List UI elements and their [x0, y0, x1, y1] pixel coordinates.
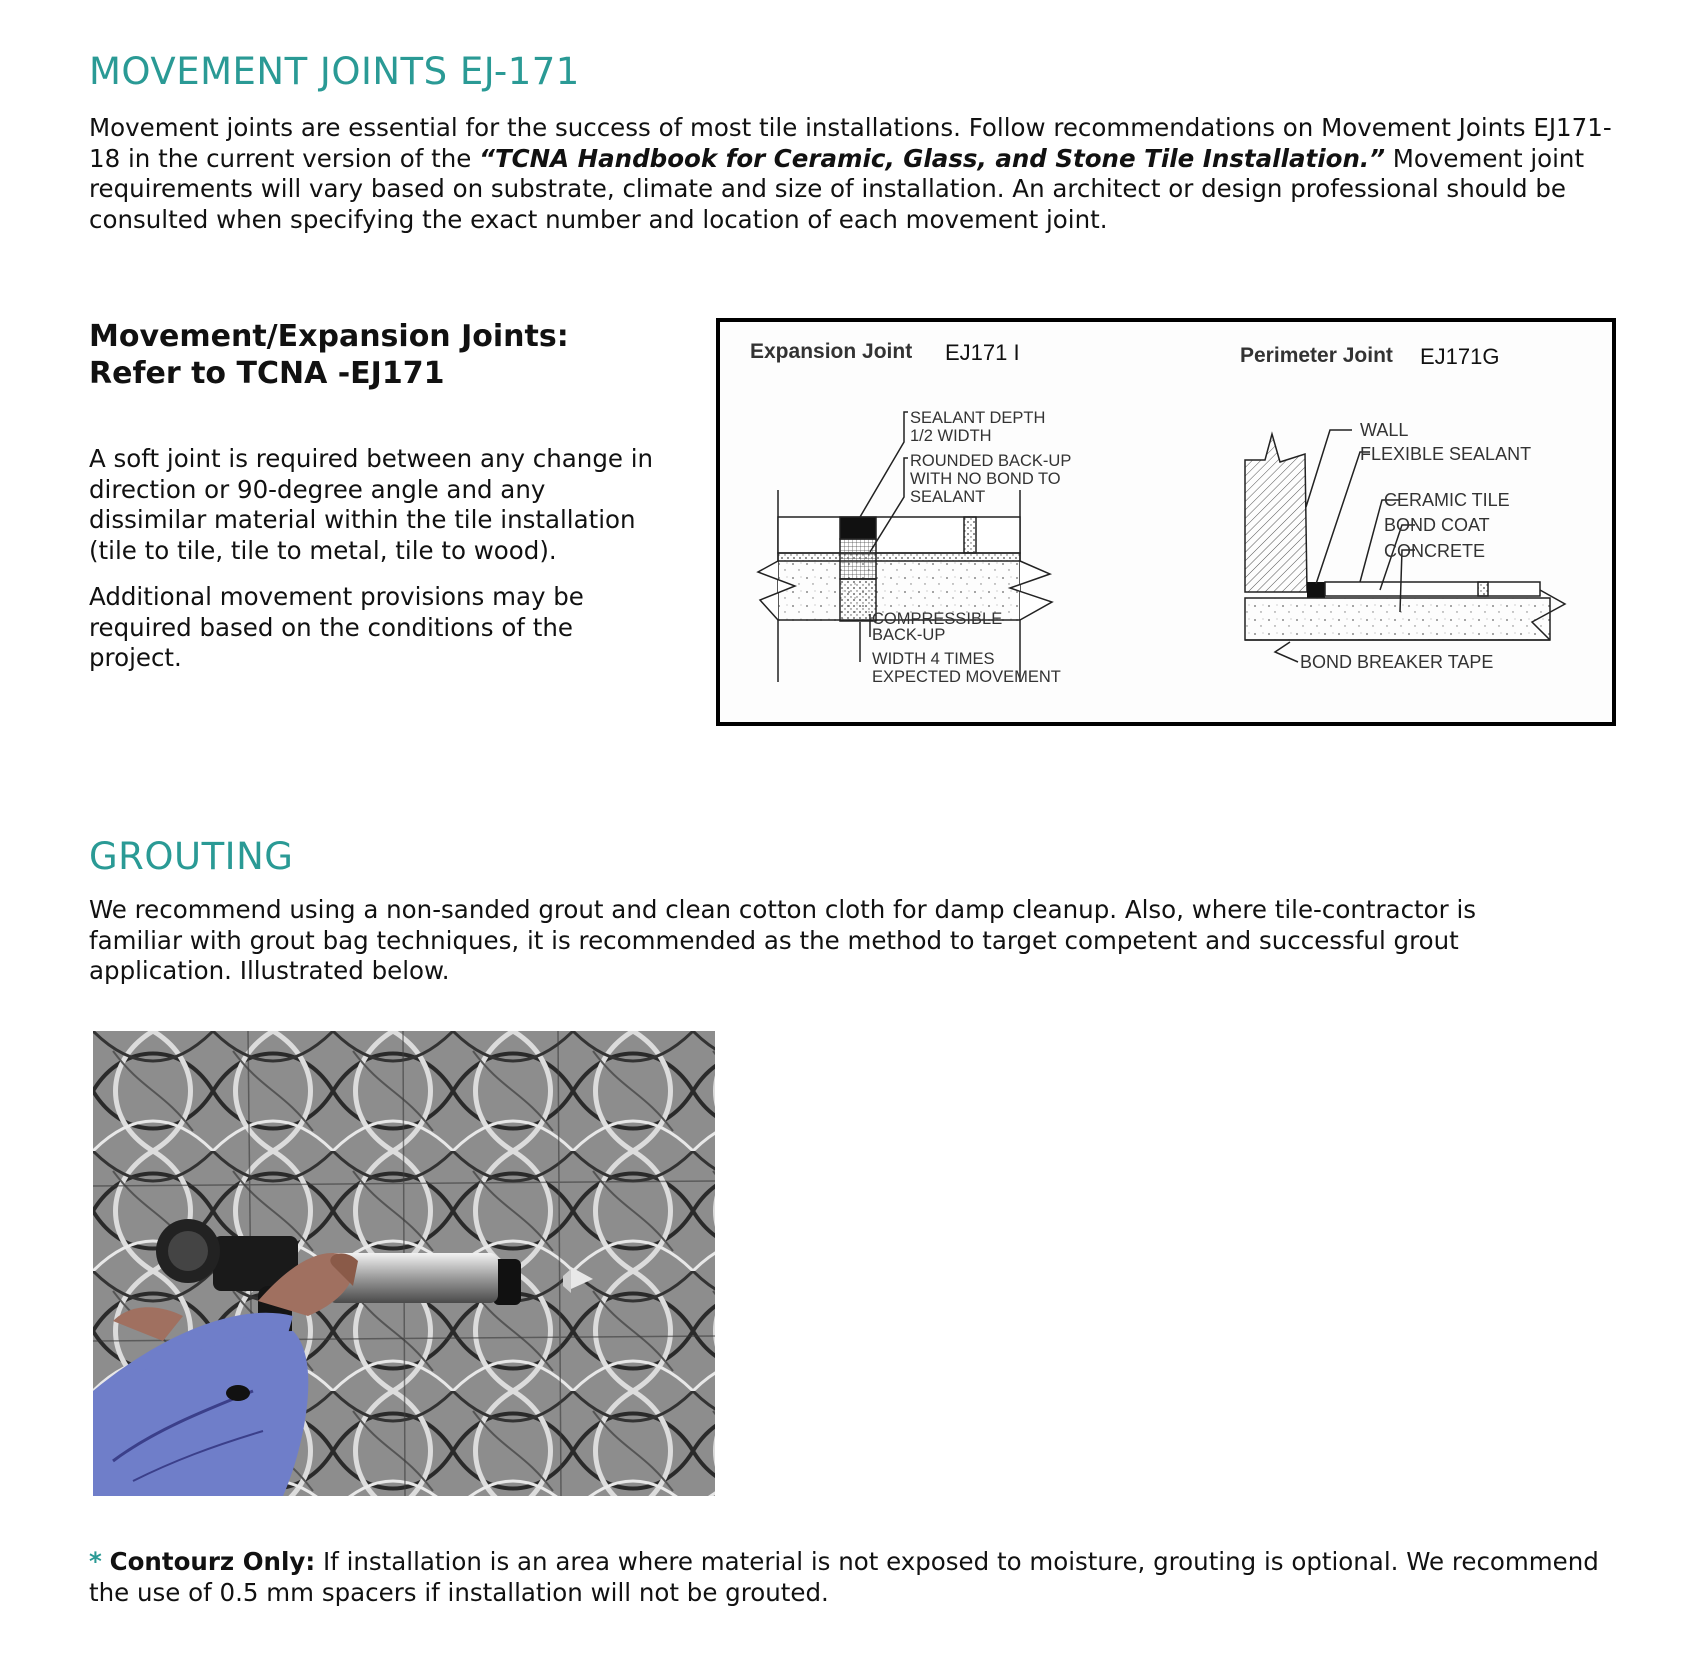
grouting-paragraph: We recommend using a non-sanded grout and clean cotton cloth for damp cleanup. Also, where tile-contractor is familiar with grout bag techniques, it is recommended as the method to target competent and successful grout application. Illustrated below. [89, 895, 1477, 985]
label-wall: WALL [1360, 420, 1409, 440]
photo-svg [93, 1031, 715, 1496]
label-width-1: WIDTH 4 TIMES [872, 650, 995, 668]
label-rounded-2: WITH NO BOND TO [910, 470, 1061, 488]
grout-application-photo [93, 1031, 715, 1496]
label-bond-breaker-tape: BOND BREAKER TAPE [1300, 652, 1494, 672]
label-ceramic-tile: CERAMIC TILE [1384, 490, 1510, 510]
label-compressible-2: BACK-UP [872, 626, 946, 644]
right-diagram-title: Perimeter Joint [1240, 344, 1393, 367]
joints-paragraph-1: A soft joint is required between any change in direction or 90-degree angle and any dissimilar material within the tile installation (tile to tile, tile to metal, tile to wood). [89, 444, 654, 565]
section-title-movement-joints: MOVEMENT JOINTS EJ-171 [89, 50, 580, 93]
section-title-grouting: GROUTING [89, 835, 294, 878]
left-diagram-code: EJ171 I [945, 340, 1020, 365]
movement-joint-diagram [716, 318, 1616, 726]
diagram-svg [720, 322, 1612, 722]
contourz-note [89, 1547, 1609, 1608]
movement-intro-paragraph [89, 113, 1629, 235]
label-sealant-depth-2: 1/2 WIDTH [910, 427, 992, 445]
label-rounded-1: ROUNDED BACK-UP [910, 452, 1072, 470]
handbook-title: “TCNA Handbook for Ceramic, Glass, and Stone Tile Installation.” [479, 143, 1385, 173]
intro-text-1: Movement joints are essential for the success of most tile installations. Follow recommendations on Movement Joints EJ171-18 in the current version of the [89, 113, 1612, 173]
intro-text-2: Movement joint requirements will vary based on substrate, climate and size of installation. An architect or design professional should be consulted when specifying the exact number and location of each movement joint. [89, 143, 1585, 234]
label-width-2: EXPECTED MOVEMENT [872, 668, 1061, 686]
joints-column [89, 318, 669, 674]
label-flexible-sealant: FLEXIBLE SEALANT [1360, 444, 1532, 464]
note-bold-label: Contourz Only: [109, 1547, 316, 1576]
left-diagram-title: Expansion Joint [750, 340, 913, 363]
note-asterisk: * [89, 1547, 102, 1576]
joints-paragraph-2: Additional movement provisions may be required based on the conditions of the project. [89, 582, 584, 672]
right-diagram-code: EJ171G [1420, 344, 1500, 369]
note-text: If installation is an area where material is not exposed to moisture, grouting is optional. We recommend the use of 0.5 mm spacers if installation will not be grouted. [89, 1547, 1599, 1607]
joints-subhead: Movement/Expansion Joints: Refer to TCNA -EJ171 [89, 319, 569, 391]
label-bond-coat: BOND COAT [1384, 515, 1490, 535]
label-compressible-1: COMPRESSIBLE [872, 610, 1003, 628]
label-concrete: CONCRETE [1384, 541, 1486, 561]
label-sealant-depth-1: SEALANT DEPTH [910, 409, 1046, 427]
label-rounded-3: SEALANT [910, 488, 986, 506]
